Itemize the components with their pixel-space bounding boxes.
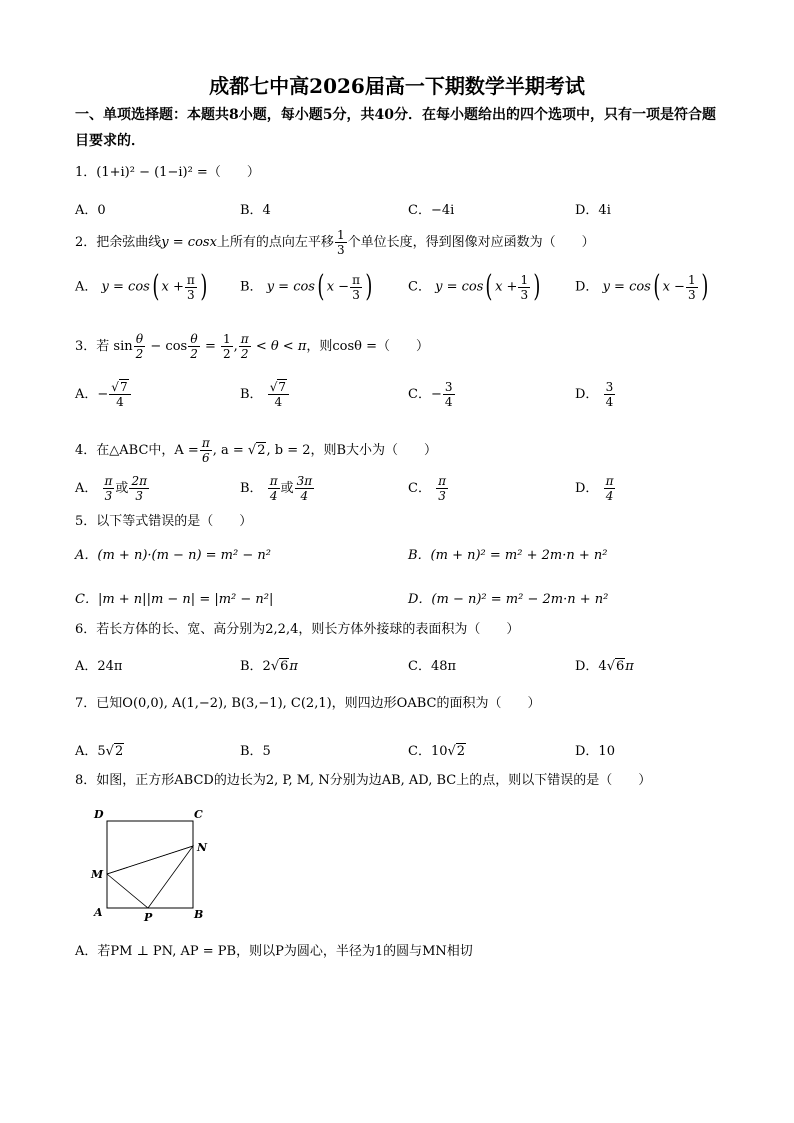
segment-mn xyxy=(107,846,193,874)
option-c[interactable]: C． y = cos( x + $\frac{1}{3}$ ) xyxy=(408,269,541,304)
q-stem-part: − cos xyxy=(146,339,188,354)
option-c[interactable]: C． $\frac{\pi}{3}$ xyxy=(408,474,446,503)
option-a[interactable]: A．− $\frac{√7}{4}$ xyxy=(75,380,132,409)
option-a[interactable]: A．5√2 xyxy=(75,744,124,759)
option-b[interactable]: B．5 xyxy=(240,744,271,759)
question-1 xyxy=(75,163,260,183)
option-c[interactable]: C．−4i xyxy=(408,203,455,218)
label-a: A xyxy=(94,906,103,919)
option-d[interactable]: D．10 xyxy=(575,744,615,759)
fraction: $\frac{1}{3}$ xyxy=(336,228,345,257)
q-stem-formula: y = cosx xyxy=(161,235,217,250)
fraction: $\frac{\pi}{6}$ xyxy=(201,436,210,465)
label-b: B xyxy=(194,908,204,921)
q-number: 5． xyxy=(75,514,97,529)
option-b[interactable]: B．2√6π xyxy=(240,659,298,674)
option-c[interactable]: C．|m + n||m − n| = |m² − n²| xyxy=(75,592,274,607)
option-d[interactable]: D． $\frac{\pi}{4}$ xyxy=(575,474,614,503)
fraction: $\frac{\theta}{2}$ xyxy=(135,332,144,361)
q-stem-part: 若 sin xyxy=(96,339,133,354)
question-7 xyxy=(75,694,540,714)
page-title: 成都七中高2026届高一下期数学半期考试 xyxy=(209,74,585,98)
q-stem-part: 把余弦曲线 xyxy=(96,235,162,250)
label-d: D xyxy=(94,808,104,821)
option-b[interactable]: B．(m + n)² = m² + 2m·n + n² xyxy=(408,548,608,563)
q-stem-part: = xyxy=(200,339,221,354)
option-d[interactable]: D．(m − n)² = m² − 2m·n + n² xyxy=(408,592,609,607)
square-abcd xyxy=(107,821,193,908)
option-b[interactable]: B． $\frac{\pi}{4}$ 或 $\frac{3\pi}{4}$ xyxy=(240,474,313,503)
option-c[interactable]: C．48π xyxy=(408,659,457,674)
q-stem: 若长方体的长、宽、高分别为2,2,4，则长方体外接球的表面积为（ ） xyxy=(96,622,520,637)
option-b[interactable]: B．4 xyxy=(240,203,271,218)
question-3 xyxy=(75,332,429,361)
q-stem: (1+i)² − (1−i)² =（ ） xyxy=(96,165,260,180)
option-d[interactable]: D． $\frac{3}{4}$ xyxy=(575,380,614,409)
option-b[interactable]: B． y = cos( x − $\frac{\pi}{3}$ ) xyxy=(240,269,373,304)
label-m: M xyxy=(91,868,104,881)
q-stem-part: < θ < π xyxy=(251,339,307,354)
option-c[interactable]: C．− $\frac{3}{4}$ xyxy=(408,380,453,409)
option-a[interactable]: A． $\frac{\pi}{3}$ 或 $\frac{2\pi}{3}$ xyxy=(75,474,147,503)
option-d[interactable]: D．4√6π xyxy=(575,659,634,674)
fraction: $\frac{1}{2}$ xyxy=(223,332,231,361)
fraction: $\frac{\theta}{2}$ xyxy=(190,332,198,361)
q-stem-part: , a = xyxy=(212,443,248,458)
question-4: 4．在△ABC中，A = $\frac{\pi}{6}$ , a = √2, b = 2，则B大小为（ ） xyxy=(75,436,438,465)
q-stem: 如图，正方形ABCD的边长为2, P, M, N分别为边AB, AD, BC上的点，则以下错误的是（ ） xyxy=(96,773,652,788)
q-number: 7． xyxy=(75,696,97,711)
triangle-mpn xyxy=(107,846,193,908)
option-d[interactable]: D．4i xyxy=(575,203,611,218)
q-stem-part: 在△ABC中，A = xyxy=(96,443,199,458)
question-8 xyxy=(75,771,651,791)
question-2 xyxy=(75,228,595,257)
label-n: N xyxy=(197,841,208,854)
question-6 xyxy=(75,620,519,640)
option-a[interactable]: A． y = cos( x + $\frac{\pi}{3}$ ) xyxy=(75,269,208,304)
q-stem: 已知O(0,0), A(1,−2), B(3,−1), C(2,1)，则四边形OABC的面积为（ ） xyxy=(96,696,541,711)
q-stem-part: ，则cosθ =（ ） xyxy=(306,339,430,354)
square-figure xyxy=(90,808,220,928)
q-number: 4． xyxy=(75,443,97,458)
option-a[interactable]: A．24π xyxy=(75,659,123,674)
q-number: 1． xyxy=(75,165,97,180)
q-number: 3． xyxy=(75,339,97,354)
q2-options xyxy=(75,269,755,312)
label-p: P xyxy=(144,911,153,924)
q-stem-part: 上所有的点向左平移 xyxy=(216,235,334,250)
section-heading: 一、单项选择题：本题共8小题，每小题5分，共40分．在每小题给出的四个选项中，只有一项是符合题目要求的． xyxy=(75,107,716,149)
option-d[interactable]: D． y = cos( x − $\frac{1}{3}$ ) xyxy=(575,269,708,304)
q8-option-a[interactable]: A．若PM ⊥ PN, AP = PB，则以P为圆心，半径为1的圆与MN相切 xyxy=(75,944,473,959)
q-stem-part: , b = 2，则B大小为（ ） xyxy=(266,443,438,458)
option-a[interactable]: A．0 xyxy=(75,203,106,218)
sqrt-radicand: 2 xyxy=(257,443,266,458)
q-stem-part: 个单位长度，得到图像对应函数为（ ） xyxy=(347,235,595,250)
q-number: 8． xyxy=(75,773,97,788)
option-b[interactable]: B． $\frac{√7}{4}$ xyxy=(240,380,290,409)
fraction: $\frac{\pi}{2}$ xyxy=(240,332,249,361)
q-number: 2． xyxy=(75,235,97,250)
option-a[interactable]: A．(m + n)·(m − n) = m² − n² xyxy=(75,548,271,563)
q-stem-part: , xyxy=(233,339,238,354)
option-c[interactable]: C．10√2 xyxy=(408,744,466,759)
label-c: C xyxy=(194,808,203,821)
question-5 xyxy=(75,512,252,532)
q-number: 6． xyxy=(75,622,97,637)
q-stem: 以下等式错误的是（ ） xyxy=(96,514,253,529)
